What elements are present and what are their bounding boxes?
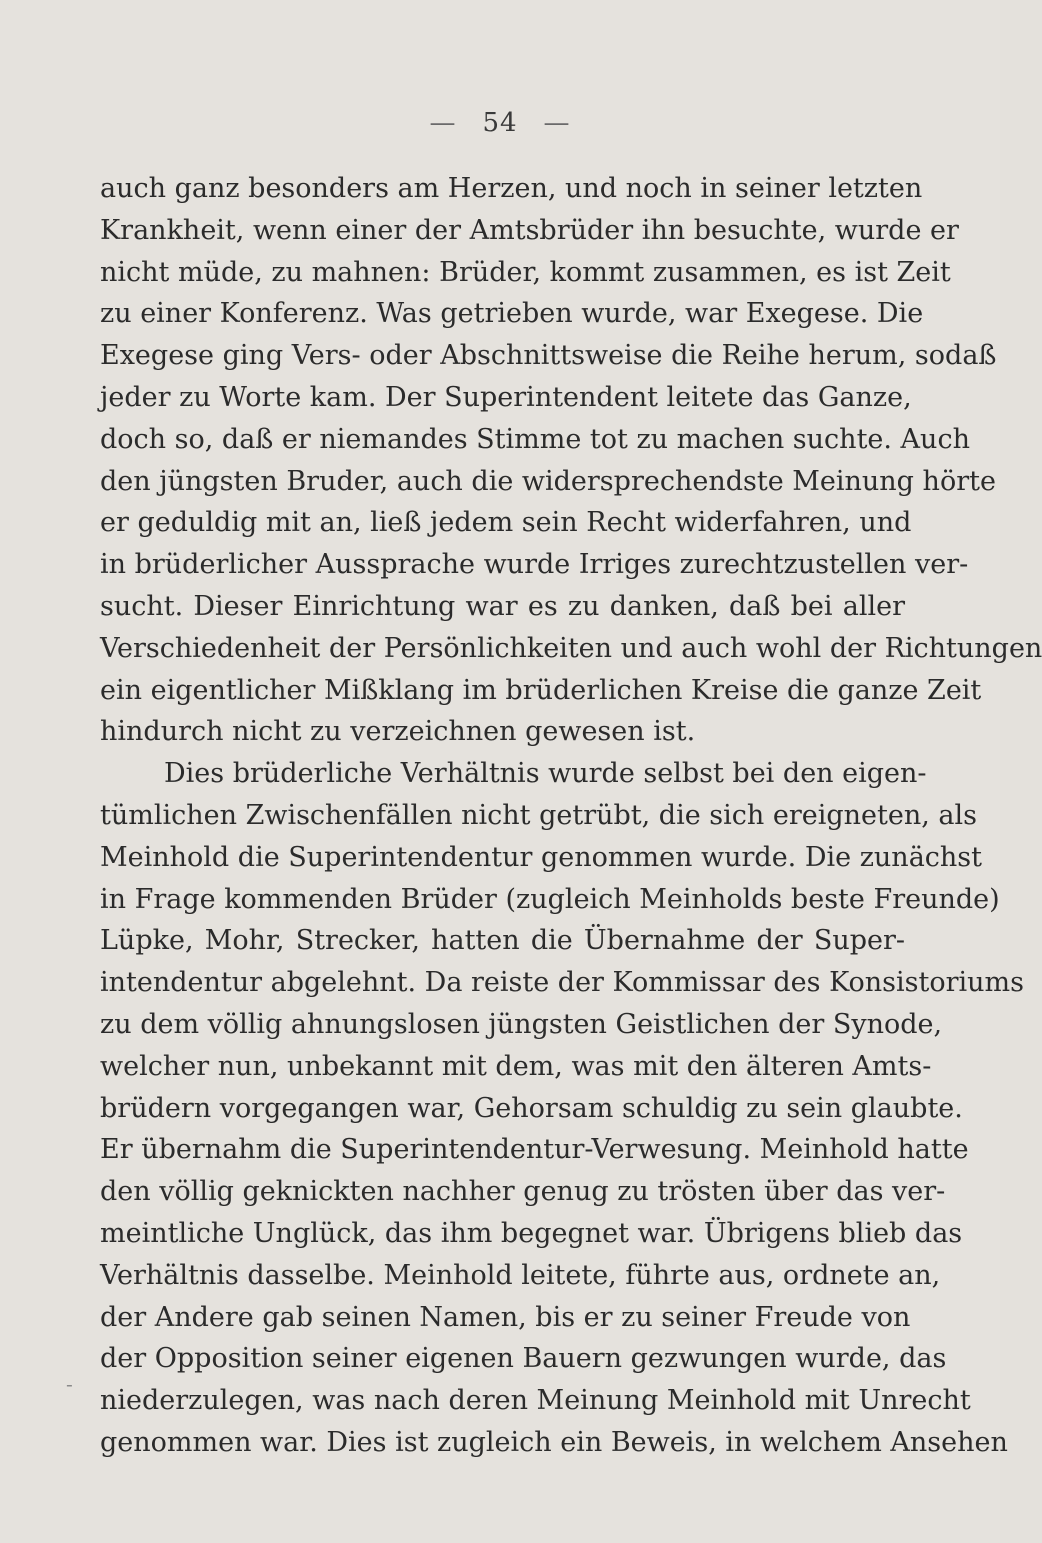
text-line: Exegese ging Vers- oder Abschnittsweise die Reihe herum, sodaß	[100, 340, 997, 372]
text-line: intendentur abgelehnt. Da reiste der Kommissar des Konsistoriums	[100, 967, 1025, 999]
text-line: hindurch nicht zu verzeichnen gewesen ist.	[100, 716, 696, 748]
text-line: nicht müde, zu mahnen: Brüder, kommt zusammen, es ist Zeit	[100, 256, 951, 288]
text-line: den völlig geknickten nachher genug zu trösten über das ver-	[100, 1176, 946, 1208]
text-line: jeder zu Worte kam. Der Superintendent leitete das Ganze,	[100, 381, 912, 413]
text-line: in brüderlicher Aussprache wurde Irriges zurechtzustellen ver-	[100, 549, 969, 581]
text-line: Lüpke, Mohr, Strecker, hatten die Übernahme der Super-	[100, 925, 905, 957]
text-line: der Opposition seiner eigenen Bauern gezwungen wurde, das	[100, 1343, 947, 1375]
body-text	[100, 168, 1042, 1464]
header-dash-left: —	[429, 108, 457, 138]
text-line: auch ganz besonders am Herzen, und noch in seiner letzten	[100, 173, 923, 204]
text-line: Verschiedenheit der Persönlichkeiten und auch wohl der Richtungen	[100, 632, 1042, 664]
text-line: Meinhold die Superintendentur genommen wurde. Die zunächst	[100, 841, 983, 873]
text-line: welcher nun, unbekannt mit dem, was mit den älteren Amts-	[100, 1050, 932, 1082]
text-line: Krankheit, wenn einer der Amtsbrüder ihn besuchte, wurde er	[100, 214, 959, 246]
paragraph-first-line: Dies brüderliche Verhältnis wurde selbst bei den eigen-	[164, 758, 927, 790]
margin-mark: -	[66, 1372, 73, 1396]
text-line: doch so, daß er niemandes Stimme tot zu machen suchte. Auch	[100, 423, 970, 455]
text-line: sucht. Dieser Einrichtung war es zu danken, daß bei aller	[100, 590, 905, 622]
text-line: er geduldig mit an, ließ jedem sein Recht widerfahren, und	[100, 507, 912, 539]
text-line: niederzulegen, was nach deren Meinung Meinhold mit Unrecht	[100, 1385, 971, 1417]
text-line: den jüngsten Bruder, auch die widersprechendste Meinung hörte	[100, 465, 996, 497]
page-header	[0, 108, 1000, 138]
text-line: in Frage kommenden Brüder (zugleich Meinholds beste Freunde)	[100, 883, 1000, 915]
text-line: tümlichen Zwischenfällen nicht getrübt, die sich ereigneten, als	[100, 799, 977, 831]
text-line: zu einer Konferenz. Was getrieben wurde, war Exegese. Die	[100, 298, 924, 330]
text-line: der Andere gab seinen Namen, bis er zu seiner Freude von	[100, 1301, 911, 1333]
text-line: Er übernahm die Superintendentur-Verwesung. Meinhold hatte	[100, 1134, 969, 1166]
text-line: meintliche Unglück, das ihm begegnet war. Übrigens blieb das	[100, 1217, 963, 1249]
header-dash-right: —	[543, 108, 571, 138]
text-line: brüdern vorgegangen war, Gehorsam schuldig zu sein glaubte.	[100, 1092, 963, 1124]
text-line: genommen war. Dies ist zugleich ein Beweis, in welchem Ansehen	[100, 1426, 1008, 1458]
page-number: 54	[482, 108, 518, 138]
text-line: Verhältnis dasselbe. Meinhold leitete, führte aus, ordnete an,	[100, 1259, 941, 1291]
text-line: ein eigentlicher Mißklang im brüderlichen Kreise die ganze Zeit	[100, 674, 982, 706]
text-line: zu dem völlig ahnungslosen jüngsten Geistlichen der Synode,	[100, 1008, 943, 1040]
